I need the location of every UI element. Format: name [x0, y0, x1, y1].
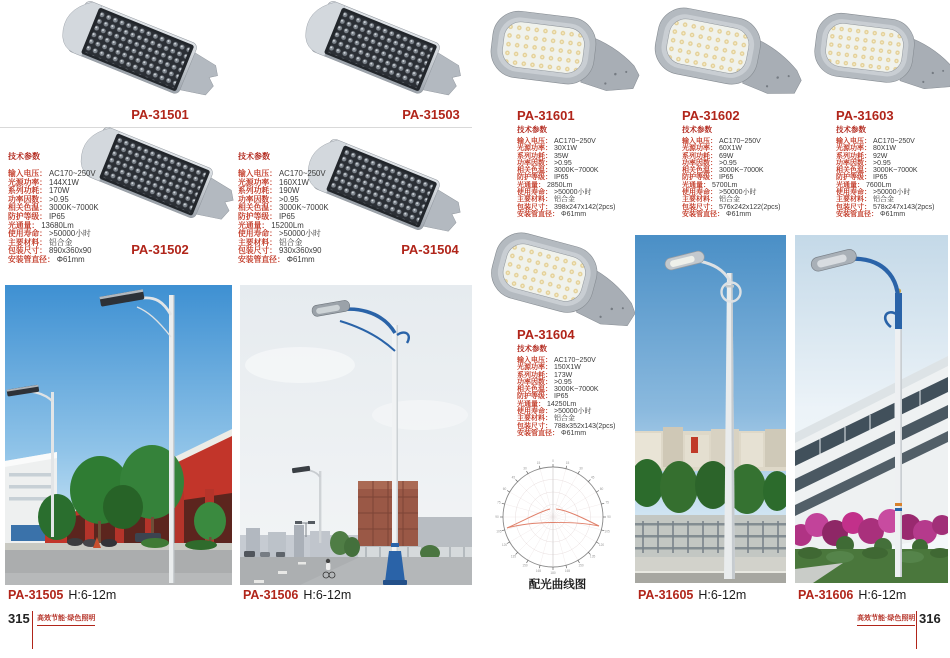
- spec-row: [836, 204, 935, 211]
- spec-value: IP65: [48, 211, 66, 221]
- spec-row: [517, 153, 616, 160]
- spec-value: Φ61mm: [726, 210, 752, 218]
- svg-text:120: 120: [501, 543, 508, 547]
- spec-label: 主要材料：: [238, 237, 277, 247]
- svg-text:180: 180: [550, 571, 556, 575]
- tech-params-title: 技术参数: [517, 125, 547, 134]
- spec-label: 防护等级：: [517, 174, 552, 182]
- spec-row: [682, 153, 781, 160]
- installation-photo-pa-31605: [635, 235, 786, 583]
- spec-value: IP65: [554, 174, 569, 182]
- spec-value: AC170~250V: [554, 357, 596, 364]
- spec-value: IP65: [873, 174, 888, 182]
- mount-height: H:6-12m: [698, 588, 747, 602]
- installation-photo-pa-31506: [240, 285, 472, 585]
- spec-value: 7600Lm: [866, 181, 892, 189]
- spec-row: [517, 174, 616, 181]
- spec-row: [682, 196, 781, 203]
- spec-label: 功率因数：: [238, 194, 277, 204]
- svg-text:150: 150: [578, 563, 584, 568]
- spec-row: [238, 256, 329, 265]
- spec-label: 光源功率：: [238, 177, 277, 187]
- spec-label: 输入电压：: [238, 169, 277, 178]
- spec-value: 578x247x143(2pcs): [873, 203, 935, 211]
- spec-label: 系列功耗：: [517, 152, 552, 160]
- spec-value: 铝合金: [278, 237, 303, 247]
- spec-label: 输入电压：: [836, 138, 871, 145]
- spec-value: 144X1W: [48, 177, 79, 187]
- svg-text:15: 15: [536, 460, 541, 465]
- spec-value: 3000K~7000K: [554, 386, 599, 394]
- spec-label: 包装尺寸：: [238, 246, 277, 256]
- spec-row: [836, 153, 935, 160]
- photo-label-pa-31606: [798, 588, 906, 602]
- spec-value: 80X1W: [873, 145, 896, 153]
- product-code-pa-31601: PA-31601: [517, 108, 575, 123]
- spec-row: [836, 196, 935, 203]
- spec-rows: [238, 170, 329, 265]
- product-code-pa-31602: PA-31602: [682, 108, 740, 123]
- spec-value: 35W: [554, 152, 569, 160]
- spec-value: IP65: [278, 211, 296, 221]
- spec-label: 使用寿命：: [517, 189, 552, 197]
- spec-value: 576x242x122(2pcs): [719, 203, 781, 211]
- spec-value: >0.95: [278, 194, 299, 204]
- spec-row: [517, 196, 616, 203]
- svg-text:120: 120: [598, 543, 605, 547]
- spec-label: 安装管直径：: [836, 210, 878, 218]
- svg-text:135: 135: [510, 554, 517, 559]
- page-number-left: 315: [8, 611, 30, 626]
- spec-label: 光通量：: [517, 400, 545, 408]
- spec-value: 3000K~7000K: [554, 167, 599, 175]
- spec-label: 包装尺寸：: [836, 203, 871, 211]
- spec-value: 173W: [554, 371, 573, 379]
- svg-text:45: 45: [590, 475, 595, 480]
- product-image-pa-31604: [486, 230, 644, 330]
- spec-label: 光源功率：: [8, 177, 47, 187]
- svg-text:75: 75: [497, 500, 501, 505]
- product-code-pa-31501: PA-31501: [131, 107, 189, 122]
- page-number-right: 316: [919, 611, 941, 626]
- spec-value: 铝合金: [719, 196, 740, 204]
- spec-label: 防护等级：: [517, 393, 552, 401]
- spec-value: Φ61mm: [880, 210, 906, 218]
- tech-params-title: 技术参数: [238, 152, 270, 161]
- spec-label: 功率因数：: [517, 159, 552, 167]
- spec-rows: [682, 138, 781, 218]
- photo-code: PA-31506: [243, 588, 299, 602]
- spec-value: Φ61mm: [56, 254, 85, 264]
- spec-row: [517, 204, 616, 211]
- spec-label: 系列功耗：: [836, 152, 871, 160]
- svg-text:150: 150: [522, 563, 528, 568]
- spec-label: 光通量：: [682, 181, 710, 189]
- spec-value: 160X1W: [278, 177, 309, 187]
- spec-value: >50000小时: [873, 189, 911, 197]
- mount-height: H:6-12m: [858, 588, 907, 602]
- spec-value: Φ61mm: [286, 254, 315, 264]
- spec-value: Φ61mm: [561, 429, 587, 437]
- spec-row: [517, 372, 616, 379]
- spec-label: 系列功耗：: [238, 186, 277, 196]
- installation-photo-pa-31606: [795, 235, 948, 583]
- spec-value: 788x352x143(2pcs): [554, 422, 616, 430]
- spec-list-pa-31502: [8, 152, 99, 265]
- light-distribution-polar-chart: [493, 457, 613, 579]
- spec-label: 系列功耗：: [682, 152, 717, 160]
- spec-label: 防护等级：: [836, 174, 871, 182]
- spec-row: [8, 256, 99, 265]
- spec-value: >50000小时: [554, 189, 592, 197]
- svg-text:45: 45: [511, 475, 516, 480]
- spec-label: 相关色温：: [8, 203, 47, 213]
- spec-label: 输入电压：: [517, 138, 552, 145]
- spec-row: [682, 182, 781, 189]
- tech-params-title: 技术参数: [836, 125, 866, 134]
- spec-value: 铝合金: [873, 196, 894, 204]
- spec-label: 光源功率：: [836, 145, 871, 153]
- spec-value: >50000小时: [719, 189, 757, 197]
- product-image-pa-31603: [810, 4, 950, 100]
- spec-row: [517, 401, 616, 408]
- spec-value: 69W: [719, 152, 734, 160]
- spec-label: 安装管直径：: [517, 210, 559, 218]
- spec-value: 铝合金: [554, 415, 575, 423]
- product-code-pa-31603: PA-31603: [836, 108, 894, 123]
- product-code-pa-31604: PA-31604: [517, 327, 575, 342]
- spec-value: 15200Lm: [271, 220, 304, 230]
- spec-value: >50000小时: [48, 229, 91, 239]
- spec-value: >0.95: [873, 159, 891, 167]
- photo-code: PA-31605: [638, 588, 694, 602]
- spec-label: 光通量：: [238, 220, 270, 230]
- spec-row: [682, 204, 781, 211]
- svg-text:90: 90: [607, 515, 611, 519]
- footer-slogan-right: 高效节能·绿色照明: [857, 615, 915, 626]
- spec-label: 光通量：: [836, 181, 864, 189]
- spec-label: 安装管直径：: [8, 254, 55, 264]
- spec-row: [836, 174, 935, 181]
- spec-label: 光通量：: [8, 220, 40, 230]
- svg-text:75: 75: [605, 500, 609, 505]
- spec-label: 包装尺寸：: [682, 203, 717, 211]
- spec-value: 铝合金: [48, 237, 73, 247]
- spec-label: 主要材料：: [836, 196, 871, 204]
- spec-label: 使用寿命：: [682, 189, 717, 197]
- spec-row: [682, 174, 781, 181]
- spec-value: Φ61mm: [561, 210, 587, 218]
- spec-value: 930x360x90: [278, 246, 322, 256]
- product-info-pa-31602: [682, 109, 781, 218]
- spec-label: 光通量：: [517, 181, 545, 189]
- photo-label-pa-31605: [638, 588, 746, 602]
- photo-code: PA-31606: [798, 588, 854, 602]
- spec-row: [517, 415, 616, 422]
- svg-text:105: 105: [496, 529, 502, 534]
- spec-label: 使用寿命：: [8, 229, 47, 239]
- spec-row: [517, 211, 616, 218]
- spec-value: 3000K~7000K: [278, 203, 329, 213]
- product-image-pa-31602: [650, 2, 808, 102]
- mount-height: H:6-12m: [68, 588, 117, 602]
- spec-row: [517, 364, 616, 371]
- spec-row: [517, 182, 616, 189]
- spec-label: 功率因数：: [517, 378, 552, 386]
- product-info-pa-31603: [836, 109, 935, 218]
- spec-row: [836, 145, 935, 152]
- spec-value: IP65: [719, 174, 734, 182]
- spec-label: 输入电压：: [517, 357, 552, 364]
- spec-label: 主要材料：: [517, 196, 552, 204]
- svg-text:30: 30: [579, 466, 583, 471]
- spec-value: 2850Lm: [547, 181, 573, 189]
- spec-value: 13680Lm: [41, 220, 74, 230]
- svg-text:60: 60: [502, 487, 507, 491]
- spec-label: 防护等级：: [8, 211, 47, 221]
- spec-value: >50000小时: [278, 229, 321, 239]
- spec-value: 60X1W: [719, 145, 742, 153]
- svg-text:165: 165: [564, 569, 571, 574]
- spec-rows: [8, 170, 99, 265]
- spec-label: 相关色温：: [517, 386, 552, 394]
- spec-row: [517, 393, 616, 400]
- spec-value: 150X1W: [554, 364, 581, 372]
- spec-label: 系列功耗：: [517, 371, 552, 379]
- spec-label: 安装管直径：: [238, 254, 285, 264]
- spec-row: [682, 145, 781, 152]
- svg-text:165: 165: [535, 569, 542, 574]
- spec-label: 主要材料：: [682, 196, 717, 204]
- spec-row: [836, 182, 935, 189]
- spec-value: 398x247x142(2pcs): [554, 203, 616, 211]
- spec-label: 光源功率：: [517, 145, 552, 153]
- tech-params-title: 技术参数: [682, 125, 712, 134]
- spec-label: 功率因数：: [8, 194, 47, 204]
- tech-params-title: 技术参数: [8, 152, 40, 161]
- spec-value: 890x360x90: [48, 246, 92, 256]
- spec-value: AC170~250V: [873, 138, 915, 145]
- footer-rule-left: [32, 611, 33, 649]
- spec-label: 防护等级：: [682, 174, 717, 182]
- footer-slogan-left: 高效节能·绿色照明: [37, 615, 95, 626]
- spec-label: 相关色温：: [238, 203, 277, 213]
- spec-label: 相关色温：: [836, 167, 871, 175]
- svg-text:30: 30: [523, 466, 527, 471]
- spec-label: 安装管直径：: [682, 210, 724, 218]
- spec-value: 铝合金: [554, 196, 575, 204]
- spec-row: [517, 430, 616, 437]
- spec-value: IP65: [554, 393, 569, 401]
- svg-text:60: 60: [599, 487, 604, 491]
- mount-height: H:6-12m: [303, 588, 352, 602]
- spec-rows: [836, 138, 935, 218]
- spec-row: [517, 145, 616, 152]
- product-code-pa-31503: PA-31503: [402, 107, 460, 122]
- spec-label: 输入电压：: [8, 169, 47, 178]
- svg-text:105: 105: [604, 529, 610, 534]
- spec-value: AC170~250V: [719, 138, 761, 145]
- spec-label: 相关色温：: [682, 167, 717, 175]
- product-image-pa-31601: [486, 2, 644, 102]
- svg-text:15: 15: [565, 460, 570, 465]
- spec-label: 光源功率：: [517, 364, 552, 372]
- spec-value: 190W: [278, 186, 300, 196]
- spec-value: 3000K~7000K: [48, 203, 99, 213]
- spec-value: AC170~250V: [554, 138, 596, 145]
- svg-text:135: 135: [589, 554, 596, 559]
- spec-label: 主要材料：: [8, 237, 47, 247]
- product-code-pa-31502: PA-31502: [131, 242, 189, 257]
- spec-value: AC170~250V: [278, 169, 326, 178]
- spec-value: >50000小时: [554, 408, 592, 416]
- spec-label: 使用寿命：: [517, 408, 552, 416]
- spec-value: 5700Lm: [712, 181, 738, 189]
- photo-label-pa-31505: [8, 588, 116, 602]
- spec-label: 光源功率：: [682, 145, 717, 153]
- tech-params-title: 技术参数: [517, 344, 547, 353]
- product-image-pa-31503: [298, 0, 470, 112]
- svg-text:90: 90: [495, 515, 499, 519]
- product-info-pa-31604: [517, 328, 616, 437]
- spec-label: 输入电压：: [682, 138, 717, 145]
- spec-rows: [517, 357, 616, 437]
- spec-label: 安装管直径：: [517, 429, 559, 437]
- spec-value: AC170~250V: [48, 169, 96, 178]
- polar-chart-caption: 配光曲线图: [528, 579, 587, 591]
- spec-value: 3000K~7000K: [873, 167, 918, 175]
- product-code-pa-31504: PA-31504: [401, 242, 459, 257]
- spec-value: 30X1W: [554, 145, 577, 153]
- product-info-pa-31601: [517, 109, 616, 218]
- spec-label: 使用寿命：: [836, 189, 871, 197]
- installation-photo-pa-31505: [5, 285, 232, 585]
- spec-row: [682, 211, 781, 218]
- product-image-pa-31502: [74, 126, 242, 236]
- spec-value: 14250Lm: [547, 400, 577, 408]
- spec-label: 系列功耗：: [8, 186, 47, 196]
- spec-label: 包装尺寸：: [517, 203, 552, 211]
- spec-value: 92W: [873, 152, 888, 160]
- spec-label: 使用寿命：: [238, 229, 277, 239]
- product-image-pa-31501: [55, 0, 227, 112]
- spec-label: 功率因数：: [836, 159, 871, 167]
- spec-label: 包装尺寸：: [517, 422, 552, 430]
- spec-label: 功率因数：: [682, 159, 717, 167]
- spec-label: 防护等级：: [238, 211, 277, 221]
- spec-list-pa-31504: [238, 152, 329, 265]
- spec-row: [836, 211, 935, 218]
- photo-code: PA-31505: [8, 588, 64, 602]
- spec-value: >0.95: [554, 378, 572, 386]
- spec-value: 170W: [48, 186, 70, 196]
- spec-value: >0.95: [554, 159, 572, 167]
- spec-row: [517, 423, 616, 430]
- spec-value: 3000K~7000K: [719, 167, 764, 175]
- spec-label: 相关色温：: [517, 167, 552, 175]
- svg-text:0: 0: [552, 459, 554, 463]
- spec-label: 包装尺寸：: [8, 246, 47, 256]
- spec-label: 主要材料：: [517, 415, 552, 423]
- photo-label-pa-31506: [243, 588, 351, 602]
- spec-value: >0.95: [48, 194, 69, 204]
- spec-value: >0.95: [719, 159, 737, 167]
- footer-rule-right: [916, 611, 917, 649]
- spec-rows: [517, 138, 616, 218]
